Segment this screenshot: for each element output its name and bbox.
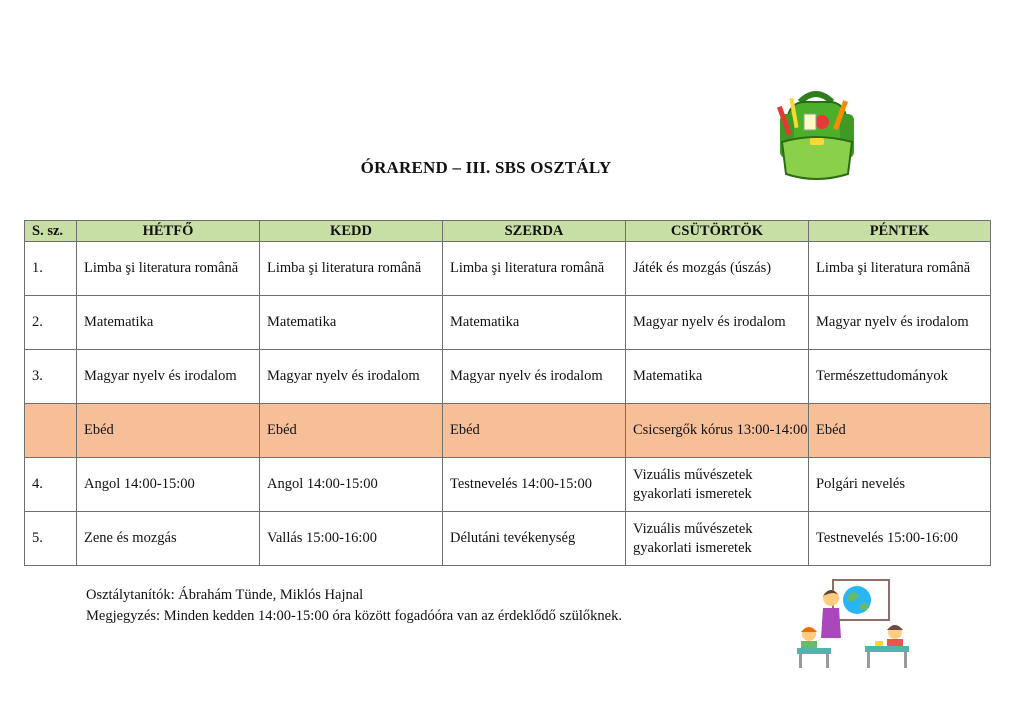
table-row [25,458,991,512]
notes [86,585,622,627]
table-cell: Limba şi literatura română [809,242,991,296]
table-cell: Magyar nyelv és irodalom [809,296,991,350]
table-cell: Limba şi literatura română [260,242,443,296]
table-row [25,512,991,566]
table-cell: Ebéd [77,404,260,458]
header-number: S. sz. [25,221,77,242]
page-title: ÓRAREND – III. SBS OSZTÁLY [360,158,612,177]
table-cell: Ebéd [809,404,991,458]
remark-note: Megjegyzés: Minden kedden 14:00-15:00 óra között fogadóóra van az érdeklődő szülőknek. [86,608,622,624]
table-cell: Matematika [443,296,626,350]
table-cell: Délutáni tevékenység [443,512,626,566]
table-cell: Magyar nyelv és irodalom [626,296,809,350]
table-cell: Vizuális művészetek gyakorlati ismeretek [626,512,809,566]
table-cell: Limba şi literatura română [443,242,626,296]
header-wednesday: SZERDA [443,221,626,242]
school-backpack-icon [770,84,862,184]
table-row [25,242,991,296]
header-monday: HÉTFŐ [77,221,260,242]
classroom-teacher-icon [795,578,915,670]
lunch-row [25,404,991,458]
table-cell: Testnevelés 14:00-15:00 [443,458,626,512]
table-cell: Magyar nyelv és irodalom [260,350,443,404]
table-cell: Matematika [260,296,443,350]
table-cell: Matematika [626,350,809,404]
table-row [25,296,991,350]
teachers-note: Osztálytanítók: Ábrahám Tünde, Miklós Hajnal [86,587,364,603]
table-cell: Ebéd [260,404,443,458]
row-number: 4. [25,458,77,512]
row-number: 1. [25,242,77,296]
table-row [25,350,991,404]
table-cell: Ebéd [443,404,626,458]
table-cell: Játék és mozgás (úszás) [626,242,809,296]
row-number: 3. [25,350,77,404]
table-cell: Vizuális művészetek gyakorlati ismeretek [626,458,809,512]
header-tuesday: KEDD [260,221,443,242]
table-cell: Matematika [77,296,260,350]
row-number: 5. [25,512,77,566]
table-cell: Csicsergők kórus 13:00-14:00 [626,404,809,458]
row-number: 2. [25,296,77,350]
table-cell: Magyar nyelv és irodalom [77,350,260,404]
timetable-header-row [25,221,991,242]
header-friday: PÉNTEK [809,221,991,242]
table-cell: Testnevelés 15:00-16:00 [809,512,991,566]
table-cell: Magyar nyelv és irodalom [443,350,626,404]
header-thursday: CSÜTÖRTÖK [626,221,809,242]
table-cell: Vallás 15:00-16:00 [260,512,443,566]
table-cell: Angol 14:00-15:00 [260,458,443,512]
table-cell: Angol 14:00-15:00 [77,458,260,512]
timetable [24,220,991,566]
table-cell: Természettudományok [809,350,991,404]
table-cell: Zene és mozgás [77,512,260,566]
table-cell: Polgári nevelés [809,458,991,512]
table-cell: Limba şi literatura română [77,242,260,296]
row-number [25,404,77,458]
